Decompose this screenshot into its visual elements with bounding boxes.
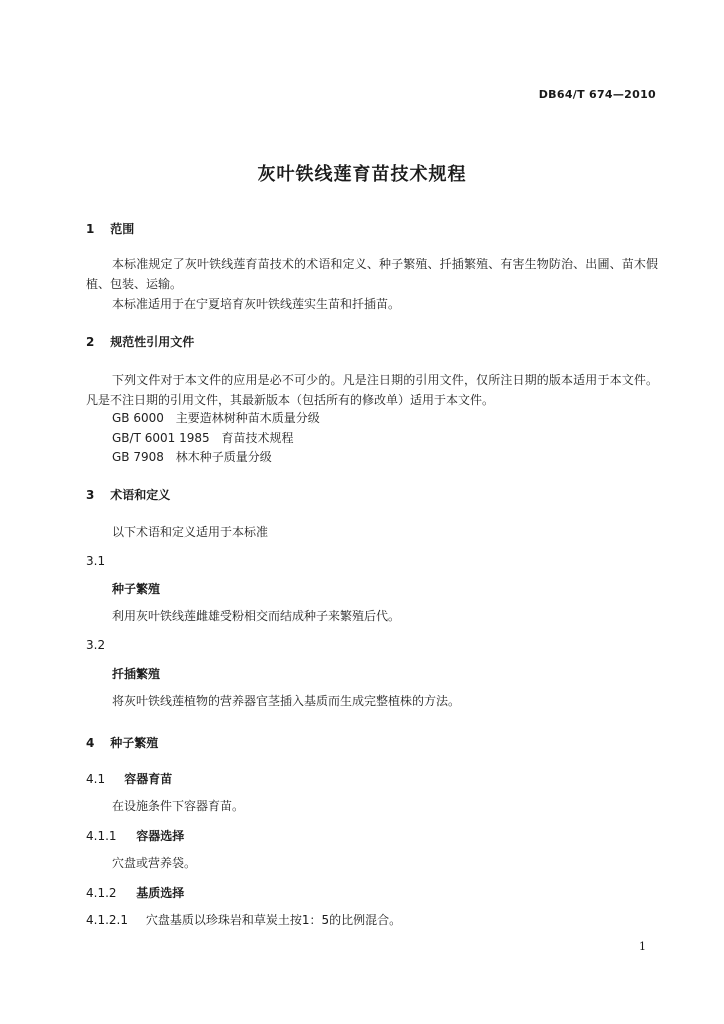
clause-number: 4.1.2 xyxy=(86,886,117,900)
clause-text: 穴盘或营养袋。 xyxy=(112,856,197,870)
clause-title: 基质选择 xyxy=(136,886,185,900)
clause-number: 3.2 xyxy=(86,638,106,652)
clause-number: 4.1.1 xyxy=(86,829,117,843)
reference-title: 育苗技术规程 xyxy=(221,431,294,445)
reference-title: 林木种子质量分级 xyxy=(175,450,272,464)
section-number: 4 xyxy=(86,736,95,750)
reference-title: 主要造林树种苗木质量分级 xyxy=(175,411,320,425)
clause-text: 穴盘基质以珍珠岩和草炭土按1：5的比例混合。 xyxy=(145,913,402,927)
clause-4-1-2-heading xyxy=(86,884,184,901)
section-title: 范围 xyxy=(110,222,135,236)
section-number: 1 xyxy=(86,222,95,236)
clause-title: 容器选择 xyxy=(136,829,185,843)
section-title: 术语和定义 xyxy=(110,488,171,502)
references-paragraph: 下列文件对于本文件的应用是必不可少的。凡是注日期的引用文件，仅所注日期的版本适用于本文件。凡是不注日期的引用文件，其最新版本（包括所有的修改单）适用于本文件。 xyxy=(86,373,658,407)
section-title: 种子繁殖 xyxy=(110,736,159,750)
term-definition: 将灰叶铁线莲植物的营养器官茎插入基质而生成完整植株的方法。 xyxy=(112,694,461,708)
clause-number: 4.1.2.1 xyxy=(86,913,128,927)
clause-4-1-heading xyxy=(86,770,172,787)
terms-intro: 以下术语和定义适用于本标准 xyxy=(112,525,269,539)
clause-number: 4.1 xyxy=(86,772,106,786)
scope-paragraph-1: 本标准规定了灰叶铁线莲育苗技术的术语和定义、种子繁殖、扦插繁殖、有害生物防治、出圃、苗木假植、包装、运输。 xyxy=(86,257,658,291)
clause-4-1-1-heading xyxy=(86,827,184,844)
term-name: 扦插繁殖 xyxy=(112,667,161,681)
reference-item xyxy=(112,448,272,465)
section-4-heading xyxy=(86,734,158,751)
reference-code: GB 6000 xyxy=(112,411,164,425)
standard-code: DB64/T 674—2010 xyxy=(538,88,656,101)
clause-title: 容器育苗 xyxy=(124,772,173,786)
clause-number: 3.1 xyxy=(86,554,106,568)
scope-paragraph-2: 本标准适用于在宁夏培育灰叶铁线莲实生苗和扦插苗。 xyxy=(112,297,401,311)
page-number: 1 xyxy=(639,940,646,953)
section-number: 3 xyxy=(86,488,95,502)
term-name: 种子繁殖 xyxy=(112,582,161,596)
reference-code: GB/T 6001 1985 xyxy=(112,431,210,445)
clause-4-1-2-1 xyxy=(86,911,401,928)
document-title: 灰叶铁线莲育苗技术规程 xyxy=(257,164,467,185)
section-3-heading xyxy=(86,486,170,503)
section-1-heading xyxy=(86,220,134,237)
section-2-heading xyxy=(86,333,194,350)
reference-code: GB 7908 xyxy=(112,450,164,464)
reference-item xyxy=(112,409,320,426)
section-number: 2 xyxy=(86,335,95,349)
section-title: 规范性引用文件 xyxy=(110,335,195,349)
reference-item xyxy=(112,429,293,446)
term-definition: 利用灰叶铁线莲雌雄受粉相交而结成种子来繁殖后代。 xyxy=(112,609,401,623)
clause-text: 在设施条件下容器育苗。 xyxy=(112,799,245,813)
